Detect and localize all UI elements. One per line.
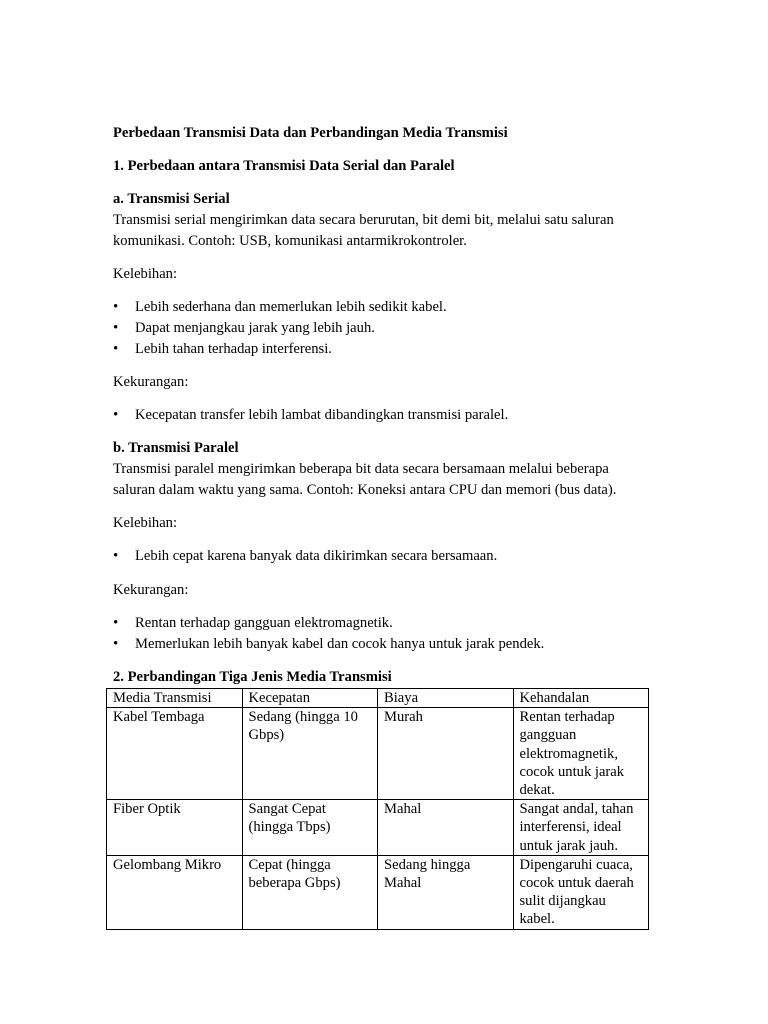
table-header-cell: Biaya	[378, 689, 514, 708]
bullet-icon: •	[113, 548, 119, 564]
table-cell: Cepat (hingga beberapa Gbps)	[242, 855, 378, 929]
table-row	[107, 855, 649, 929]
parallel-heading: b. Transmisi Paralel	[113, 440, 239, 456]
table-cell: Mahal	[378, 800, 514, 856]
parallel-cons-label: Kekurangan:	[113, 582, 189, 598]
media-comparison-table	[106, 688, 649, 930]
bullet-icon: •	[113, 615, 119, 631]
section2-heading: 2. Perbandingan Tiga Jenis Media Transmisi	[113, 669, 392, 685]
table-cell: Murah	[378, 708, 514, 800]
table-cell: Fiber Optik	[107, 800, 243, 856]
table-cell: Rentan terhadap gangguan elektromagnetik, cocok untuk jarak dekat.	[513, 708, 649, 800]
section1-heading: 1. Perbedaan antara Transmisi Data Serial dan Paralel	[113, 158, 455, 174]
table-cell: Gelombang Mikro	[107, 855, 243, 929]
table-cell: Dipengaruhi cuaca, cocok untuk daerah sulit dijangkau kabel.	[513, 855, 649, 929]
serial-pros-label: Kelebihan:	[113, 266, 178, 282]
parallel-pros-label: Kelebihan:	[113, 515, 178, 531]
table-cell: Kabel Tembaga	[107, 708, 243, 800]
table-row	[107, 800, 649, 856]
bullet-icon: •	[113, 320, 119, 336]
table-header-row	[107, 689, 649, 708]
parallel-desc-line1: Transmisi paralel mengirimkan beberapa bit data secara bersamaan melalui beberapa	[113, 461, 609, 477]
parallel-desc-line2: saluran dalam waktu yang sama. Contoh: Koneksi antara CPU dan memori (bus data).	[113, 482, 617, 498]
serial-heading: a. Transmisi Serial	[113, 191, 230, 207]
table-cell: Sangat Cepat (hingga Tbps)	[242, 800, 378, 856]
table-header-cell: Media Transmisi	[107, 689, 243, 708]
serial-desc-line2: komunikasi. Contoh: USB, komunikasi antarmikrokontroler.	[113, 233, 467, 249]
table-row	[107, 708, 649, 800]
table-cell: Sangat andal, tahan interferensi, ideal untuk jarak jauh.	[513, 800, 649, 856]
document-title: Perbedaan Transmisi Data dan Perbandingan Media Transmisi	[113, 125, 508, 141]
serial-cons-label: Kekurangan:	[113, 374, 189, 390]
bullet-icon: •	[113, 299, 119, 315]
table-header-cell: Kecepatan	[242, 689, 378, 708]
table-header-cell: Kehandalan	[513, 689, 649, 708]
bullet-icon: •	[113, 407, 119, 423]
bullet-icon: •	[113, 636, 119, 652]
bullet-icon: •	[113, 341, 119, 357]
table-cell: Sedang hingga Mahal	[378, 855, 514, 929]
table-cell: Sedang (hingga 10 Gbps)	[242, 708, 378, 800]
serial-desc-line1: Transmisi serial mengirimkan data secara berurutan, bit demi bit, melalui satu saluran	[113, 212, 614, 228]
